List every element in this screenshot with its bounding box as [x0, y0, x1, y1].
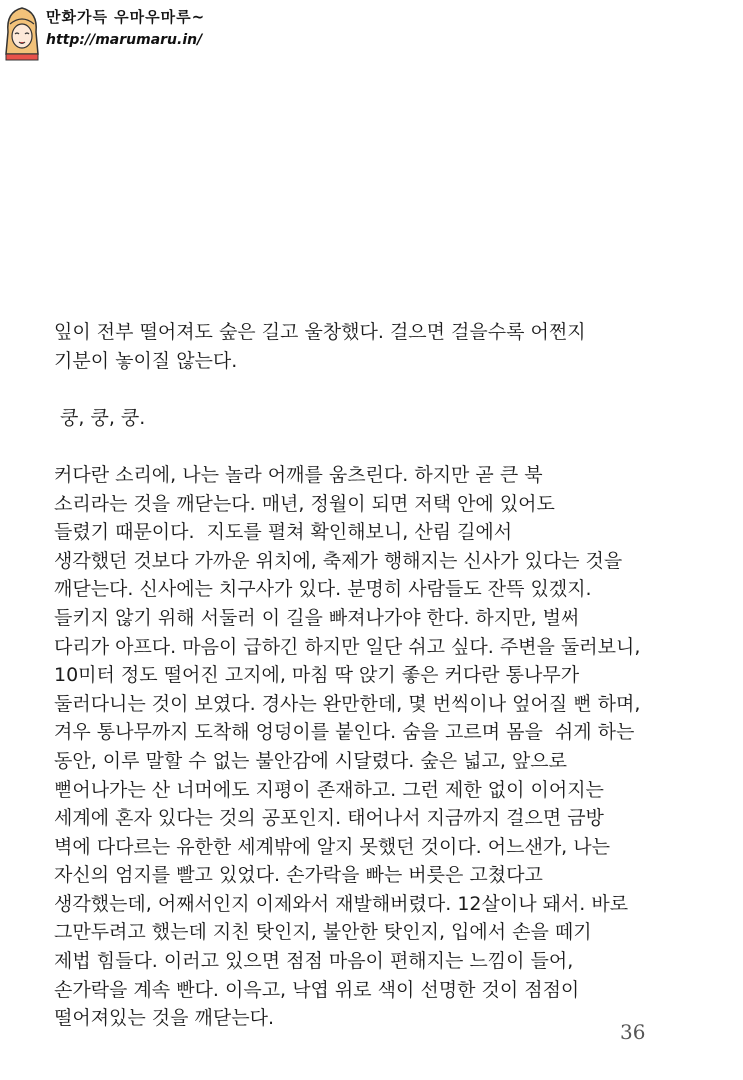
- text-line: 벽에 다다르는 유한한 세계밖에 알지 못했던 것이다. 어느샌가, 나는: [54, 835, 610, 858]
- page-number: 36: [620, 1020, 646, 1044]
- text-line: [54, 432, 714, 461]
- text-line: 들키지 않기 위해 서둘러 이 길을 빠져나가야 한다. 하지만, 벌써: [54, 606, 580, 629]
- text-line: 생각했던 것보다 가까운 위치에, 축제가 행해지는 신사가 있다는 것을: [54, 549, 623, 572]
- text-line: 기분이 놓이질 않는다.: [54, 349, 238, 372]
- text-line: 깨닫는다. 신사에는 치구사가 있다. 분명히 사람들도 잔뜩 있겠지.: [54, 578, 592, 601]
- site-watermark: [0, 0, 300, 70]
- text-line: 쿵, 쿵, 쿵.: [54, 406, 146, 429]
- text-line: 생각했는데, 어째서인지 이제와서 재발해버렸다. 12살이나 돼서. 바로: [54, 892, 629, 915]
- text-line: [54, 375, 714, 404]
- text-line: 커다란 소리에, 나는 놀라 어깨를 움츠린다. 하지만 곧 큰 북: [54, 463, 543, 486]
- text-line: 뻗어나가는 산 너머에도 지평이 존재하고. 그런 제한 없이 이어지는: [54, 778, 604, 801]
- text-line: 제법 힘들다. 이러고 있으면 점점 마음이 편해지는 느낌이 들어,: [54, 950, 574, 973]
- text-line: 10미터 정도 떨어진 고지에, 마침 딱 앉기 좋은 커다란 통나무가: [54, 664, 580, 687]
- text-line: 잎이 전부 떨어져도 숲은 길고 울창했다. 걸으면 걸을수록 어쩐지: [54, 321, 586, 343]
- text-line: 둘러다니는 것이 보였다. 경사는 완만한데, 몇 번씩이나 엎어질 뻔 하며,: [54, 692, 641, 715]
- watermark-url: http://marumaru.in/: [46, 32, 203, 48]
- text-line: 겨우 통나무까지 도착해 엉덩이를 붙인다. 숨을 고르며 몸을 쉬게 하는: [54, 721, 635, 744]
- text-line: 들렸기 때문이다. 지도를 펼쳐 확인해보니, 산림 길에서: [54, 521, 513, 544]
- text-line: 그만두려고 했는데 지친 탓인지, 불안한 탓인지, 입에서 손을 떼기: [54, 921, 592, 944]
- body-text: [54, 318, 714, 1033]
- text-line: 동안, 이루 말할 수 없는 불안감에 시달렸다. 숲은 넓고, 앞으로: [54, 749, 567, 772]
- text-line: 손가락을 계속 빤다. 이윽고, 낙엽 위로 색이 선명한 것이 점점이: [54, 978, 580, 1001]
- mascot-logo-icon: [2, 2, 42, 62]
- text-line: 세계에 혼자 있다는 것의 공포인지. 태어나서 지금까지 걸으면 금방: [54, 807, 604, 830]
- text-line: 소리라는 것을 깨닫는다. 매년, 정월이 되면 저택 안에 있어도: [54, 492, 555, 515]
- watermark-title: 만화가득 우마우마루~: [46, 8, 206, 26]
- text-line: 떨어져있는 것을 깨닫는다.: [54, 1007, 275, 1030]
- text-line: 다리가 아프다. 마음이 급하긴 하지만 일단 쉬고 싶다. 주변을 둘러보니,: [54, 635, 641, 658]
- text-line: 자신의 엄지를 빨고 있었다. 손가락을 빠는 버릇은 고쳤다고: [54, 864, 543, 887]
